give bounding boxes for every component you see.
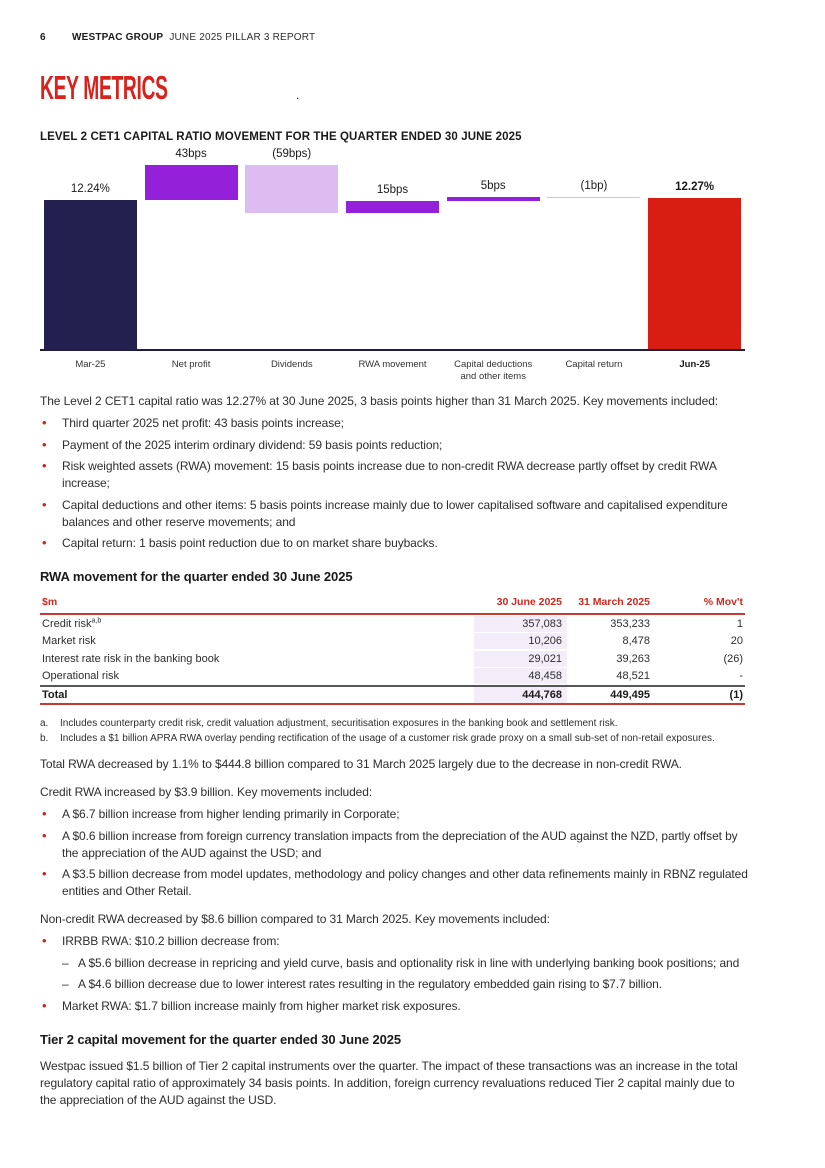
credit-rwa-bullet-list [40,806,785,900]
bullet-item: • A $0.6 billion increase from foreign currency translation impacts from the depreciation of the AUD against the NZD, partly offset by the appreciation of the AUD against the USD; and [40,828,752,862]
value-cell: (26) [723,652,743,665]
axis-label-mar-25: Mar-25 [75,359,106,370]
total-label-cell: Total [42,689,68,701]
bullet-item: • Third quarter 2025 net profit: 43 basis points increase; [40,415,752,432]
tier2-paragraph: Westpac issued $1.5 billion of Tier 2 capital instruments over the quarter. The impact of these transactions was an increase in the total regulatory capital ratio of approximately 34 basis points. In addition, foreign currency revaluations reduced Tier 2 capital mainly due to the appreciation of the AUD against the USD. [40,1058,738,1107]
sub-bullet-item: – A $5.6 billion decrease in repricing and yield curve, basis and optionality risk in line with underlying banking book positions; and [62,955,752,972]
sub-bullet-item: – A $4.6 billion decrease due to lower interest rates resulting in the regulatory embedded gain rising to $7.7 billion. [62,976,752,993]
cet1-bullet-list [40,415,785,552]
bar-value-label: 43bps [175,148,207,161]
row-label-cell: Market risk [42,635,96,648]
row-label-cell: Operational risk [42,670,120,683]
page-number: 6 [40,32,46,43]
bar-net-profit [145,165,238,200]
value-cell: 357,083 [474,616,567,632]
footnote [40,717,752,730]
footnote-text: Includes a $1 billion APRA RWA overlay pending rectification of the usage of a customer risk grade proxy on a small sub-set of non-retail exposures. [60,733,715,744]
chart-plot-area [40,147,745,349]
cet1-intro-paragraph: The Level 2 CET1 capital ratio was 12.27% at 30 June 2025, 3 basis points higher than 31 March 2025. Key movements included: [40,394,719,408]
bullet-item: • Capital deductions and other items: 5 basis points increase mainly due to lower capitalised software and capitalised expenditure balances and other reserve movements; and [40,497,752,531]
value-cell: 39,263 [616,652,650,665]
footnote-marker: b. [40,733,49,744]
stray-period: . [296,88,300,102]
footnote-reference: a,b [91,617,102,625]
bar-capital-return [547,197,640,199]
axis-label-jun-25: Jun-25 [679,359,710,370]
table-row [40,650,745,668]
running-header [40,32,785,43]
bar-value-label: (59bps) [272,148,312,161]
bar-value-label: 12.27% [675,180,715,193]
bar-capital-deductions-and-other-items [447,197,540,201]
footnote-text: Includes counterparty credit risk, credit valuation adjustment, securitisation exposures in the banking book and settlement risk. [60,718,618,729]
value-cell: 1 [736,617,743,630]
bullet-item: • Risk weighted assets (RWA) movement: 15 basis points increase due to non-credit RWA decrease partly offset by credit RWA increase; [40,458,752,492]
footnote [40,732,752,745]
bullet-item: • Capital return: 1 basis point reduction due to on market share buybacks. [40,535,752,552]
column-header: % Mov't [703,596,743,608]
bar-jun-25 [648,198,741,349]
sub-bullet-list [62,955,752,994]
chart-category-axis [40,351,745,382]
bullet-text: IRRBB RWA: $10.2 billion decrease from: [62,934,280,948]
cet1-commentary [40,393,785,552]
total-value-cell: 444,768 [474,687,567,703]
value-cell: 10,206 [474,633,567,649]
bullet-item [40,998,752,1015]
axis-label-net-profit: Net profit [171,359,211,370]
bullet-item [40,933,752,993]
column-header: $m [42,596,58,608]
value-cell: 353,233 [610,617,650,630]
total-value-cell: (1) [729,689,743,701]
row-label-cell: Credit risk$^{a,b}$ [42,617,102,630]
page-title: KEY METRICS [40,69,168,107]
table-row [40,633,745,651]
bullet-text: Market RWA: $1.7 billion increase mainly from higher market risk exposures. [62,998,461,1013]
non-credit-rwa-bullet-list [40,933,785,1015]
column-header: 31 March 2025 [578,596,650,608]
table-footnotes [40,717,785,745]
table-header-row [40,594,745,615]
rwa-commentary [40,756,785,1015]
report-title: JUNE 2025 PILLAR 3 REPORT [169,32,316,43]
total-value-cell: 449,495 [610,689,650,701]
tier2-heading: Tier 2 capital movement for the quarter ended 30 June 2025 [40,1031,401,1047]
bar-value-label: 12.24% [70,182,110,195]
bullet-item: • A $6.7 billion increase from higher lending primarily in Corporate; [40,806,752,823]
bullet-item: • Payment of the 2025 interim ordinary dividend: 59 basis points reduction; [40,437,752,454]
table-total-row [40,685,745,705]
bar-rwa-movement [346,201,439,213]
bar-value-label: 5bps [480,179,506,192]
axis-label-capital-deductions-and-other-items: Capital deductions and other items [454,359,533,382]
bar-mar-25 [44,200,137,349]
non-credit-rwa-intro: Non-credit RWA decreased by $8.6 billion compared to 31 March 2025. Key movements included: [40,912,550,926]
axis-label-dividends: Dividends [270,359,313,370]
cet1-waterfall-chart [40,147,745,382]
value-cell: - [739,670,743,683]
footnote-marker: a. [40,718,49,729]
value-cell: 48,458 [474,668,567,684]
table-row [40,668,745,686]
axis-label-capital-return: Capital return [565,359,623,370]
credit-rwa-intro: Credit RWA increased by $3.9 billion. Key movements included: [40,785,373,799]
rwa-table-heading: RWA movement for the quarter ended 30 June 2025 [40,569,353,584]
brand-name: WESTPAC GROUP [72,32,164,43]
row-label-cell: Interest rate risk in the banking book [42,652,220,665]
bar-value-label: (1bp) [580,179,608,192]
rwa-movement-table [40,594,745,705]
bar-value-label: 15bps [376,183,409,196]
value-cell: 20 [730,635,743,648]
value-cell: 29,021 [474,651,567,667]
total-rwa-paragraph: Total RWA decreased by 1.1% to $444.8 billion compared to 31 March 2025 largely due to the decrease in non-credit RWA. [40,757,682,771]
value-cell: 8,478 [622,635,650,648]
column-header: 30 June 2025 [496,596,562,608]
chart-title: LEVEL 2 CET1 CAPITAL RATIO MOVEMENT FOR THE QUARTER ENDED 30 JUNE 2025 [40,131,522,143]
bar-dividends [245,165,338,213]
bullet-item: • A $3.5 billion decrease from model updates, methodology and policy changes and other data refinements mainly in RBNZ regulated entities and Other Retail. [40,866,752,900]
axis-label-rwa-movement: RWA movement [358,359,427,370]
table-row [40,615,745,633]
value-cell: 48,521 [616,670,650,683]
